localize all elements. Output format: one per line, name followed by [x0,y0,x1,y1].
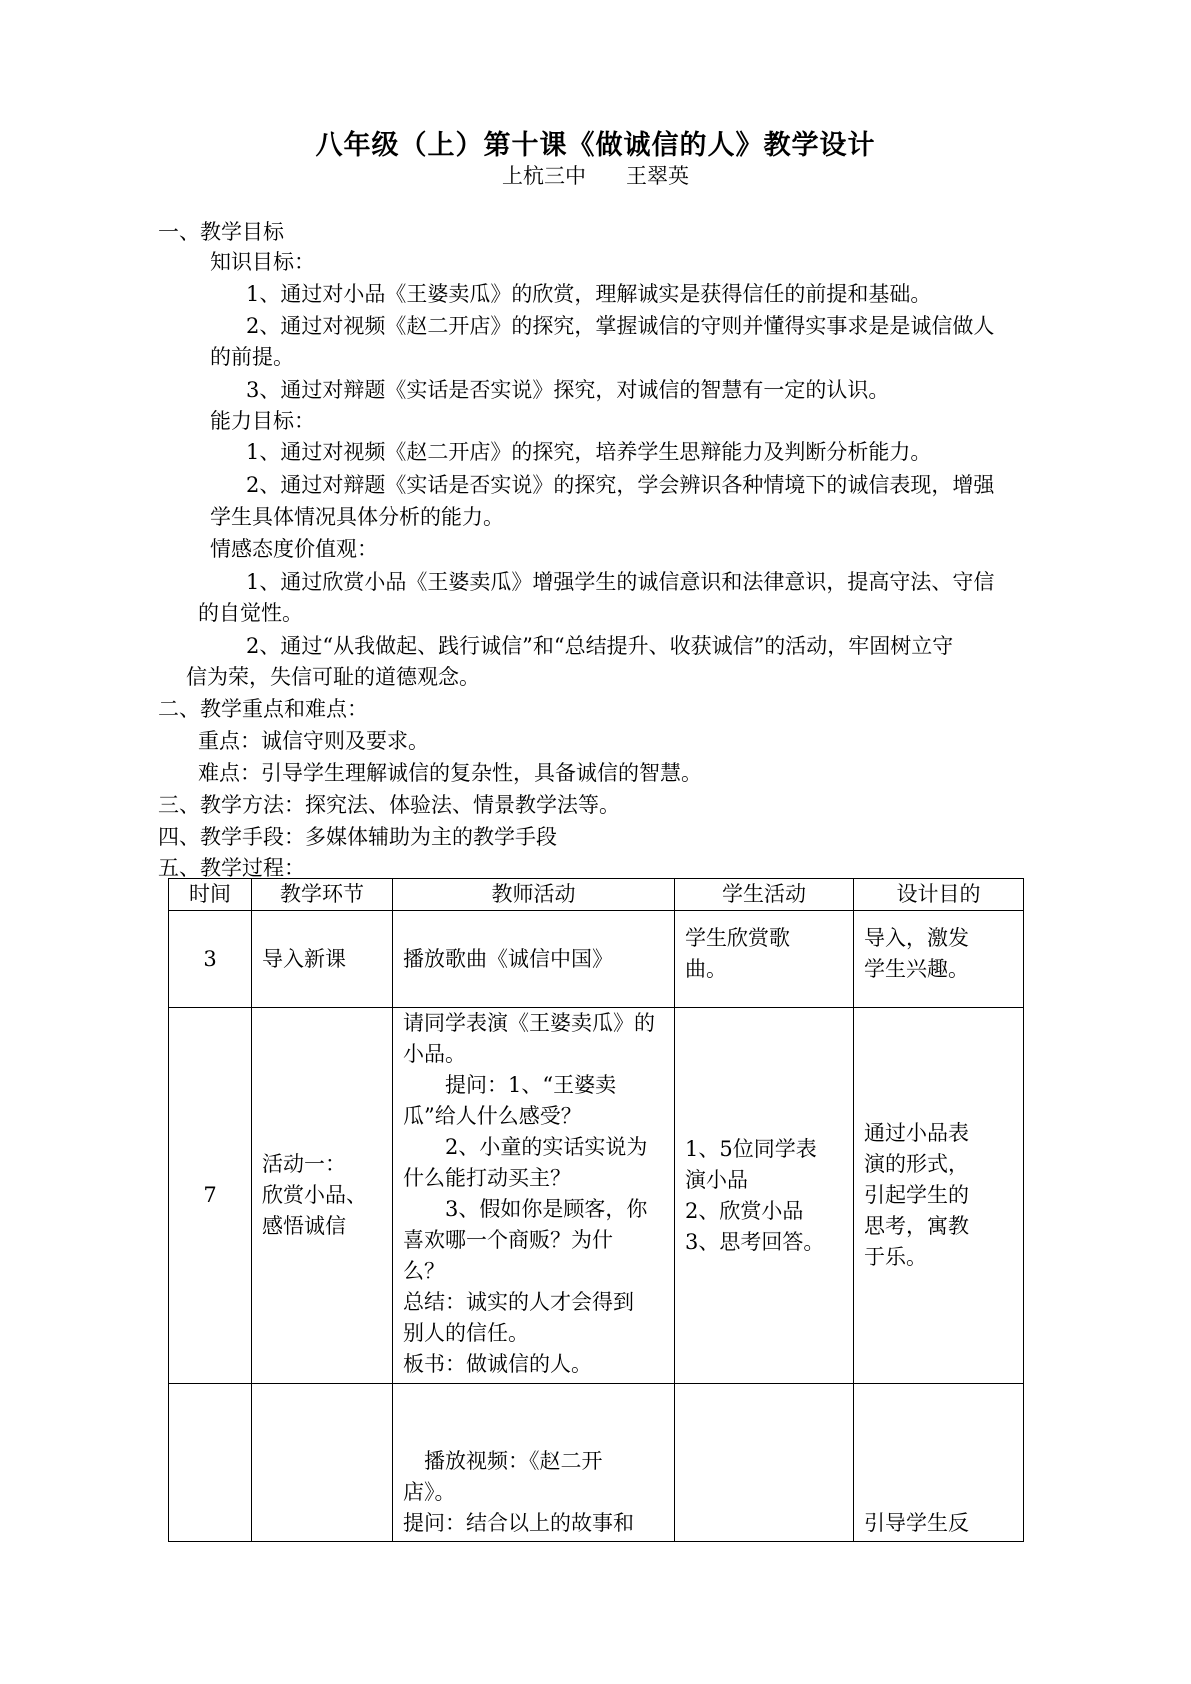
cell-line: 2、欣赏小品 [685,1198,804,1223]
purpose-cell [854,1008,1024,1384]
cell-line: 导入新课 [262,946,346,971]
subsection-heading: 能力目标： [210,409,315,433]
cell-line: 店》。 [403,1480,456,1504]
table-row [169,1384,1024,1542]
teacher-cell [393,1384,675,1542]
cell-line [403,1415,664,1446]
school-name: 上杭三中 [502,164,586,188]
cell-line: 曲。 [685,957,727,981]
step-cell [252,911,393,1008]
cell-line [864,1415,1013,1446]
subsection-heading: 情感态度价值观： [210,537,378,561]
section-heading: 一、教学目标 [158,220,284,244]
cell-line: 提问：1、“王婆卖 [403,1073,617,1097]
purpose-cell [854,1384,1024,1542]
cell-line: 演的形式， [864,1152,969,1176]
paragraph-line: 3、通过对辩题《实话是否实说》探究，对诚信的智慧有一定的认识。 [246,378,890,402]
cell-line [864,1477,1013,1508]
section-heading: 三、教学方法：探究法、体验法、情景教学法等。 [158,793,620,817]
time-cell [169,1384,252,1542]
paragraph-line: 的前提。 [210,345,294,369]
teacher-cell [393,1008,675,1384]
cell-line: 播放歌曲《诚信中国》 [403,946,613,971]
cell-line: 2、小童的实话实说为 [403,1135,648,1159]
cell-line: 学生兴趣。 [864,957,969,981]
time-cell: 7 [169,1008,252,1384]
author-name: 王翠英 [626,164,689,188]
cell-line: 感悟诚信 [262,1214,346,1238]
paragraph-line: 重点：诚信守则及要求。 [198,729,429,753]
step-cell [252,1008,393,1384]
document-byline [0,160,1191,190]
cell-line: 演小品 [685,1167,748,1192]
paragraph-line: 难点：引导学生理解诚信的复杂性，具备诚信的智慧。 [198,761,702,785]
cell-line: 于乐。 [864,1245,927,1269]
cell-line [864,1446,1013,1477]
student-cell [675,911,854,1008]
cell-line: 引导学生反 [864,1511,969,1535]
cell-line: 思考，寓教 [864,1214,969,1238]
purpose-cell [854,911,1024,1008]
cell-line: 板书：做诚信的人。 [403,1352,592,1376]
cell-line: 什么能打动买主？ [403,1166,571,1190]
cell-line: 引起学生的 [864,1183,969,1207]
paragraph-line: 学生具体情况具体分析的能力。 [210,505,504,529]
header-teacher: 教师活动 [393,879,675,911]
cell-line: 欣赏小品、 [262,1183,367,1207]
cell-line: 1、5位同学表 [685,1136,817,1161]
cell-line: 提问：结合以上的故事和 [403,1511,634,1535]
student-cell [675,1008,854,1384]
teaching-process-table [168,878,1024,1542]
paragraph-line: 的自觉性。 [198,601,303,625]
cell-line [864,1384,1013,1415]
cell-line: 活动一： [262,1152,346,1176]
cell-line: 总结：诚实的人才会得到 [403,1290,634,1314]
header-purpose: 设计目的 [854,879,1024,911]
student-cell [675,1384,854,1542]
cell-line: 瓜”给人什么感受？ [403,1104,582,1128]
cell-line: 学生欣赏歌 [685,926,790,950]
paragraph-line: 1、通过欣赏小品《王婆卖瓜》增强学生的诚信意识和法律意识，提高守法、守信 [246,570,995,594]
section-heading: 四、教学手段：多媒体辅助为主的教学手段 [158,825,557,849]
paragraph-line: 2、通过“从我做起、践行诚信”和“总结提升、收获诚信”的活动，牢固树立守 [246,634,954,658]
cell-line: 导入，激发 [864,926,969,950]
cell-line: 3、思考回答。 [685,1229,825,1254]
header-student: 学生活动 [675,879,854,911]
cell-line: 通过小品表 [864,1121,969,1145]
table-row [169,911,1024,1008]
table-header-row [169,879,1024,911]
cell-line [403,1384,664,1415]
cell-line: 请同学表演《王婆卖瓜》的 [403,1011,655,1035]
paragraph-line: 2、通过对视频《赵二开店》的探究，掌握诚信的守则并懂得实事求是是诚信做人 [246,314,995,338]
time-cell: 3 [169,911,252,1008]
document-title: 八年级（上）第十课《做诚信的人》教学设计 [315,130,876,161]
table-row [169,1008,1024,1384]
header-step: 教学环节 [252,879,393,911]
paragraph-line: 1、通过对视频《赵二开店》的探究，培养学生思辩能力及判断分析能力。 [246,440,932,464]
section-heading: 二、教学重点和难点： [158,697,368,721]
teacher-cell [393,911,675,1008]
cell-line: 播放视频：《赵二开 [403,1449,603,1473]
cell-line: 么？ [403,1259,445,1283]
paragraph-line: 1、通过对小品《王婆卖瓜》的欣赏，理解诚实是获得信任的前提和基础。 [246,282,932,306]
cell-line: 3、假如你是顾客，你 [403,1197,648,1221]
cell-line: 别人的信任。 [403,1321,529,1345]
cell-line: 喜欢哪一个商贩？为什 [403,1228,613,1252]
section-heading: 五、教学过程： [158,856,305,880]
header-time: 时间 [169,879,252,911]
paragraph-line: 信为荣，失信可耻的道德观念。 [186,665,480,689]
cell-line: 小品。 [403,1042,466,1066]
paragraph-line: 2、通过对辩题《实话是否实说》的探究，学会辨识各种情境下的诚信表现，增强 [246,473,995,497]
subsection-heading: 知识目标： [210,250,315,274]
step-cell [252,1384,393,1542]
